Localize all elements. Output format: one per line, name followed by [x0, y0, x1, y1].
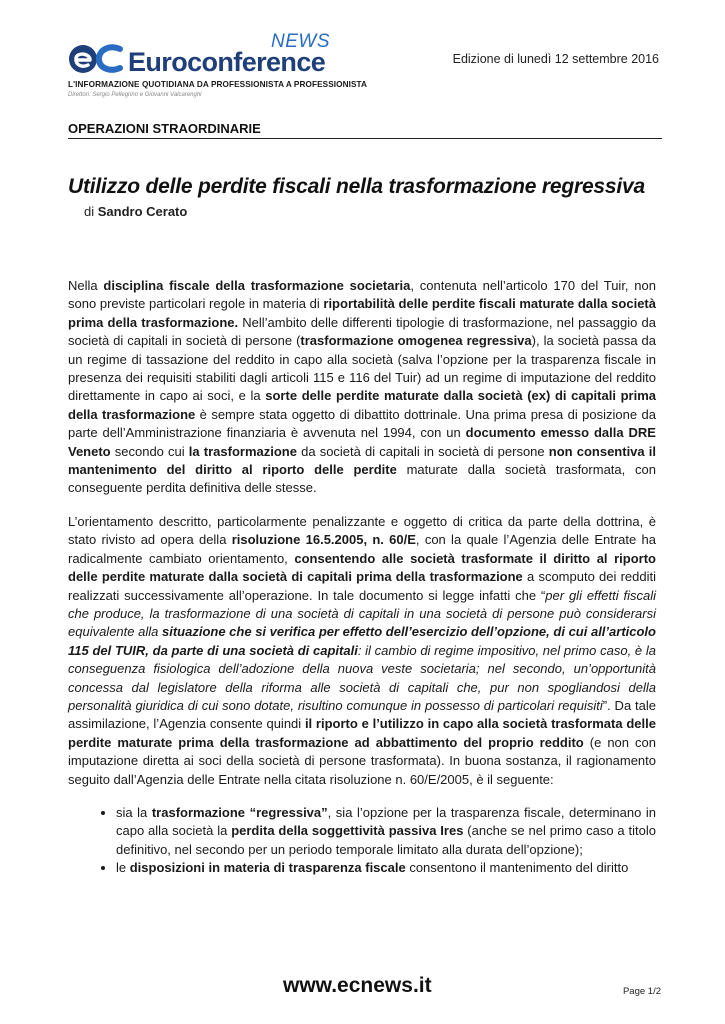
- text-run: secondo cui: [110, 443, 189, 459]
- text-run: da società di capitali in società di persone: [296, 443, 549, 459]
- text-run: Nell’ambito delle differenti tipologie di trasformazione, nel passaggio da società di capitali in società di persone (: [68, 314, 656, 349]
- text-run: consentono il mantenimento del diritto: [405, 860, 629, 876]
- bold-italic-text: situazione che si verifica per effetto dell’esercizio dell’opzione, di cui all’articolo 115 del TUIR, da parte di una società di capitali: [68, 624, 656, 658]
- paragraph-2: [68, 513, 656, 789]
- text-run: L’orientamento descritto, particolarmente penalizzante e oggetto di critica da parte della dottrina, è stato rivisto ad opera della: [68, 513, 656, 548]
- text-run: ), la società passa da un regime di tassazione del reddito in capo alla società (salva l’opzione per la trasparenza fiscale in presenza dei requisiti stabiliti dagli articoli 115 e 116 del Tuir) ad un regime di imputazione del reddito direttamente in capo ai soci, e la: [68, 333, 656, 404]
- text-run: a scomputo dei redditi realizzati successivamente all’operazione. In tale documento si legge infatti che “: [68, 569, 656, 603]
- text-run: ”. Da tale assimilazione, l’Agenzia consente quindi: [68, 697, 656, 732]
- byline: [84, 204, 187, 219]
- emphasis-text: la trasformazione: [188, 443, 297, 459]
- emphasis-text: trasformazione “regressiva”: [151, 804, 328, 820]
- page-number: Page 1/2: [622, 986, 661, 997]
- emphasis-text: non consentiva il mantenimento del diritto al riporto delle perdite: [68, 443, 657, 478]
- text-run: , con la quale l’Agenzia delle Entrate ha radicalmente cambiato orientamento,: [68, 532, 656, 566]
- emphasis-text: documento emesso dalla DRE Veneto: [68, 425, 656, 459]
- emphasis-text: trasformazione omogenea regressiva: [300, 333, 532, 349]
- masthead: [68, 31, 668, 104]
- text-run: maturate dalla società trasformata, con conseguente perdita definitiva delle stesse.: [68, 462, 656, 496]
- text-run: (e non con imputazione diretta ai soci della società di persone trasformata). In buona sostanza, il ragionamento seguito dall’Agenzia delle Entrate nella citata risoluzione n. 60/E/2005, è il seguente:: [68, 734, 656, 787]
- brand-directors: Direttori: Sergio Pellegrino e Giovanni Valcarenghi: [68, 92, 202, 98]
- text-run: sia la: [116, 804, 152, 820]
- article-body: [68, 277, 656, 878]
- author-name: Sandro Cerato: [97, 204, 188, 219]
- edition-date: Edizione di lunedì 12 settembre 2016: [452, 52, 659, 66]
- text-run: le: [116, 860, 130, 876]
- bullet-list: [68, 804, 656, 878]
- brand-news: NEWS: [271, 31, 330, 52]
- quote-text: : il cambio di regime impositivo, nel primo caso, è la conseguenza fisiologica dell’adozione della nuova veste societaria; nel secondo, un’opportunità concessa dal legislatore della riforma alle società di capitali che, pur non spogliandosi della personalità giuridica di cui sono dotate, risultino comunque in possesso di particolari requisiti: [68, 642, 656, 713]
- bullet-item: [116, 804, 656, 859]
- text-run: Nella: [68, 278, 104, 293]
- euroconference-logo-icon: [68, 42, 130, 76]
- paragraph-1: [68, 277, 656, 498]
- section-heading: OPERAZIONI STRAORDINARIE: [68, 121, 662, 139]
- text-run: è sempre stata oggetto di dibattito dottrinale. Una prima presa di posizione da parte dell’Amministrazione finanziaria è avvenuta nel 1994, con un: [68, 406, 656, 441]
- bullet-item: [116, 859, 656, 877]
- article-title: Utilizzo delle perdite fiscali nella trasformazione regressiva: [68, 175, 645, 198]
- emphasis-text: disposizioni in materia di trasparenza fiscale: [129, 860, 406, 876]
- emphasis-text: disciplina fiscale della trasformazione societaria: [103, 278, 411, 293]
- brand-name: Euroconference: [128, 47, 326, 77]
- quote-text: per gli effetti fiscali che produce, la trasformazione di una società di capitali in una società di persone può considerarsi equivalente alla: [68, 587, 657, 640]
- emphasis-text: consentendo alle società trasformate il diritto al riporto delle perdite maturate dalla società di capitali prima della trasformazione: [68, 550, 656, 585]
- emphasis-text: risoluzione 16.5.2005, n. 60/E: [231, 532, 416, 548]
- text-run: , contenuta nell’articolo 170 del Tuir, non sono previste particolari regole in materia di: [68, 278, 656, 312]
- text-run: (anche se nel primo caso a titolo definitivo, nel secondo per un periodo temporale limitato alla durata dell’opzione);: [116, 823, 656, 857]
- text-run: , sia l’opzione per la trasparenza fiscale, determinano in capo alla società la: [116, 804, 656, 839]
- emphasis-text: sorte delle perdite maturate dalla società (ex) di capitali prima della trasformazione: [68, 388, 656, 422]
- footer-url-link[interactable]: www.ecnews.it: [283, 974, 432, 997]
- byline-prefix: di: [84, 204, 95, 219]
- emphasis-text: il riporto e l’utilizzo in capo alla società trasformata delle perdite maturate prima della trasformazione ad abbattimento del proprio reddito: [68, 716, 656, 750]
- emphasis-text: riportabilità delle perdite fiscali maturate dalla società prima della trasformazione.: [68, 296, 656, 330]
- brand-tagline: L'INFORMAZIONE QUOTIDIANA DA PROFESSIONISTA A PROFESSIONISTA: [68, 80, 368, 89]
- emphasis-text: perdita della soggettività passiva Ires: [231, 823, 464, 839]
